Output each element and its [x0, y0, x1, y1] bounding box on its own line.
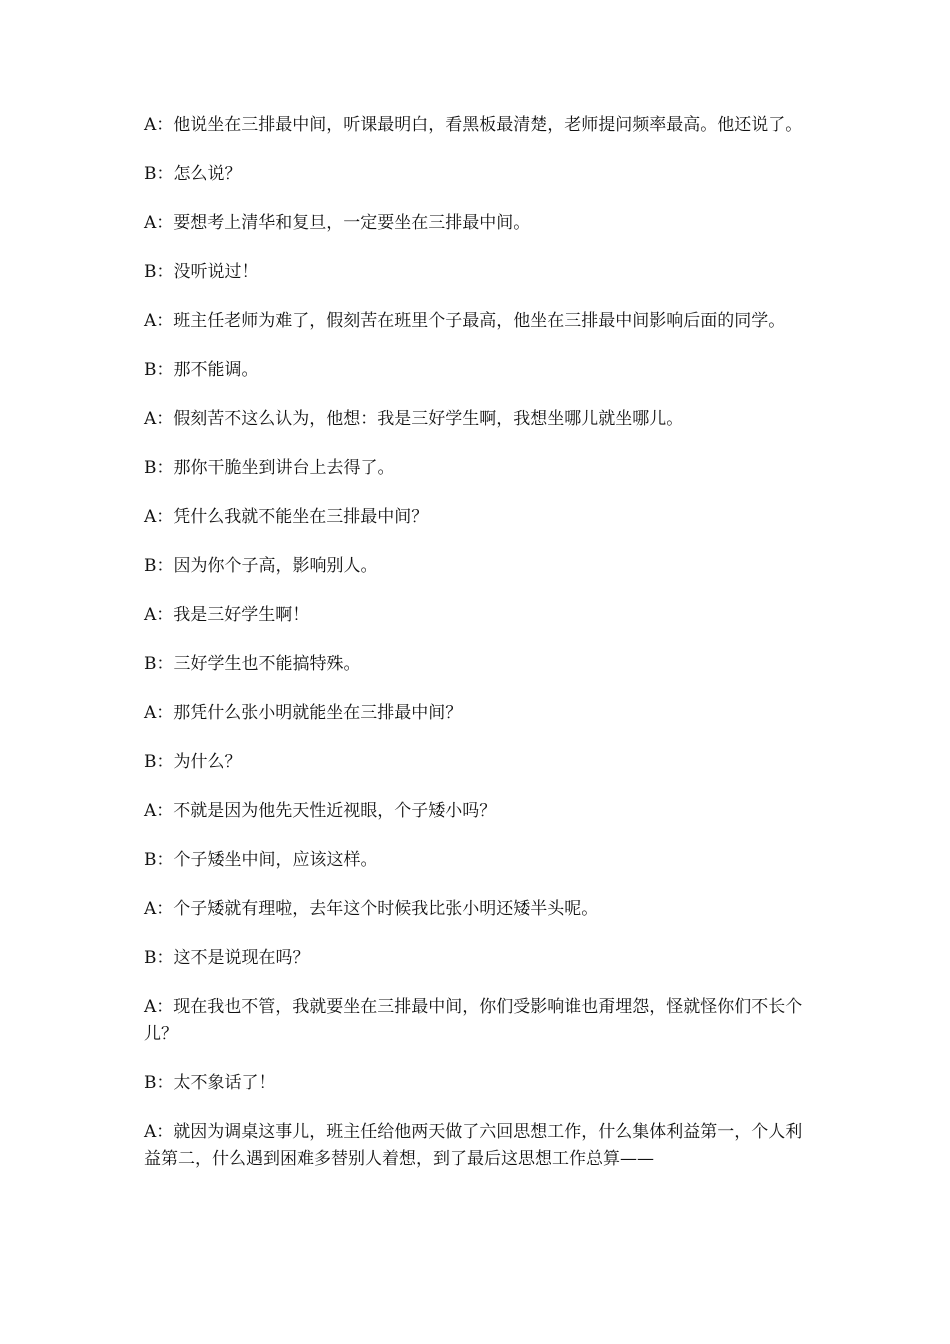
dialogue-line: A：凭什么我就不能坐在三排最中间？ — [144, 507, 429, 527]
dialogue-line: B：个子矮坐中间，应该这样。 — [144, 850, 378, 870]
dialogue-line: A：不就是因为他先天性近视眼，个子矮小吗？ — [144, 801, 497, 821]
dialogue-line: B：怎么说？ — [144, 164, 242, 184]
dialogue-line: B：那不能调。 — [144, 360, 259, 380]
dialogue-line: A：我是三好学生啊！ — [144, 605, 310, 625]
dialogue-line: B：这不是说现在吗？ — [144, 948, 310, 968]
document-page — [144, 112, 810, 1195]
dialogue-line: A：他说坐在三排最中间，听课最明白，看黑板最清楚，老师提问频率最高。他还说了。 — [144, 115, 803, 135]
dialogue-line: B：三好学生也不能搞特殊。 — [144, 654, 361, 674]
dialogue-line: B：那你干脆坐到讲台上去得了。 — [144, 458, 395, 478]
dialogue-line: B：没听说过！ — [144, 262, 259, 282]
dialogue-line: A：班主任老师为难了，假刻苦在班里个子最高，他坐在三排最中间影响后面的同学。 — [144, 311, 786, 331]
dialogue-line: A：现在我也不管，我就要坐在三排最中间，你们受影响谁也甭埋怨，怪就怪你们不长个儿？ — [144, 997, 803, 1044]
dialogue-line: A：就因为调桌这事儿，班主任给他两天做了六回思想工作，什么集体利益第一，个人利益第二，什么遇到困难多替别人着想，到了最后这思想工作总算—— — [144, 1122, 803, 1169]
dialogue-line: A：假刻苦不这么认为，他想：我是三好学生啊，我想坐哪儿就坐哪儿。 — [144, 409, 684, 429]
dialogue-line: A：个子矮就有理啦，去年这个时候我比张小明还矮半头呢。 — [144, 899, 599, 919]
dialogue-line: B：因为你个子高，影响别人。 — [144, 556, 378, 576]
dialogue-line: B：太不象话了！ — [144, 1073, 276, 1093]
dialogue-line: B：为什么？ — [144, 752, 242, 772]
dialogue-line: A：那凭什么张小明就能坐在三排最中间？ — [144, 703, 463, 723]
dialogue-line: A：要想考上清华和复旦，一定要坐在三排最中间。 — [144, 213, 531, 233]
